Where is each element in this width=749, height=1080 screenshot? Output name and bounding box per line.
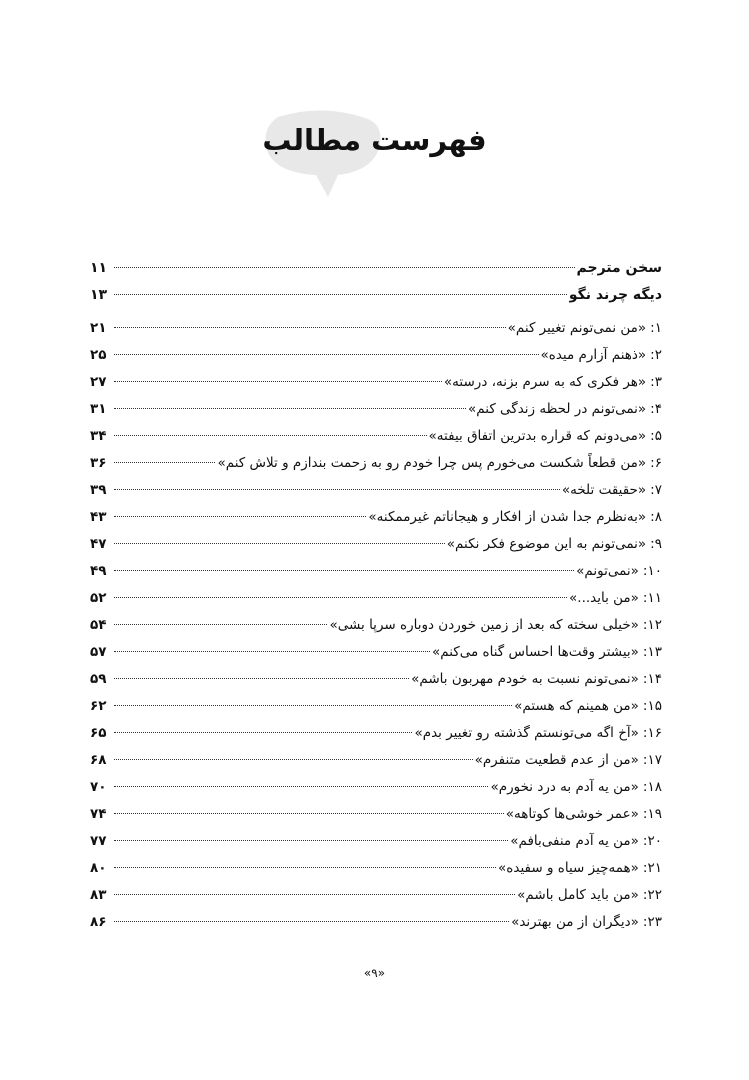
dot-leader bbox=[114, 354, 539, 355]
dot-leader bbox=[114, 786, 488, 787]
dot-leader bbox=[114, 462, 215, 463]
toc-entry-page: ۱۱ bbox=[90, 260, 108, 276]
toc-entry-label: «دیگران از من بهترند» bbox=[511, 914, 639, 930]
toc-entry-page: ۸۶ bbox=[90, 914, 107, 930]
toc-chapter-item[interactable] bbox=[90, 855, 662, 882]
toc-entry-page: ۷۴ bbox=[90, 806, 107, 822]
toc-entry-label: «من باید کامل باشم» bbox=[517, 887, 639, 903]
toc-chapter-number: ۲۳: bbox=[642, 914, 662, 930]
toc-entry-label: «من نمی‌تونم تغییر کنم» bbox=[507, 320, 647, 336]
dot-leader bbox=[114, 267, 575, 268]
toc-chapter-number: ۱۳: bbox=[642, 644, 662, 660]
table-of-contents bbox=[90, 255, 662, 936]
toc-chapter-item[interactable] bbox=[90, 693, 662, 720]
toc-chapter-number: ۴: bbox=[650, 401, 662, 417]
toc-chapter-item[interactable] bbox=[90, 666, 662, 693]
toc-entry-page: ۲۱ bbox=[90, 320, 107, 336]
toc-front-item[interactable] bbox=[90, 255, 662, 282]
toc-chapter-item[interactable] bbox=[90, 315, 662, 342]
toc-entry-label: «من باید...» bbox=[569, 590, 639, 606]
toc-entry-label: سخن مترجم bbox=[576, 260, 662, 276]
toc-chapter-item[interactable] bbox=[90, 558, 662, 585]
toc-entry-label: «آخ اگه می‌تونستم گذشته رو تغییر بدم» bbox=[414, 725, 639, 741]
dot-leader bbox=[114, 678, 409, 679]
toc-entry-page: ۳۹ bbox=[90, 482, 107, 498]
toc-entry-label: «من همینم که هستم» bbox=[514, 698, 639, 714]
toc-entry-page: ۳۱ bbox=[90, 401, 107, 417]
toc-entry-label: «خیلی سخته که بعد از زمین خوردن دوباره سرپا بشی» bbox=[329, 617, 639, 633]
chapter-list bbox=[90, 315, 662, 936]
toc-chapter-number: ۱۱: bbox=[642, 590, 662, 606]
dot-leader bbox=[114, 651, 430, 652]
toc-entry-page: ۱۳ bbox=[90, 287, 108, 303]
toc-entry-page: ۵۲ bbox=[90, 590, 107, 606]
dot-leader bbox=[114, 381, 442, 382]
toc-entry-label: «حقیقت تلخه» bbox=[561, 482, 647, 498]
toc-chapter-item[interactable] bbox=[90, 774, 662, 801]
toc-chapter-number: ۱۵: bbox=[642, 698, 662, 714]
toc-entry-page: ۷۰ bbox=[90, 779, 107, 795]
dot-leader bbox=[114, 570, 574, 571]
toc-chapter-item[interactable] bbox=[90, 531, 662, 558]
toc-chapter-number: ۹: bbox=[650, 536, 662, 552]
dot-leader bbox=[114, 543, 445, 544]
toc-entry-page: ۲۵ bbox=[90, 347, 107, 363]
dot-leader bbox=[114, 705, 512, 706]
toc-chapter-item[interactable] bbox=[90, 612, 662, 639]
toc-chapter-item[interactable] bbox=[90, 909, 662, 936]
toc-entry-label: «نمی‌تونم به این موضوع فکر نکنم» bbox=[446, 536, 647, 552]
toc-entry-page: ۶۵ bbox=[90, 725, 107, 741]
toc-chapter-number: ۱۲: bbox=[642, 617, 662, 633]
toc-entry-label: «من یه آدم به درد نخورم» bbox=[490, 779, 639, 795]
toc-entry-label: «ذهنم آزارم میده» bbox=[540, 347, 647, 363]
toc-chapter-item[interactable] bbox=[90, 585, 662, 612]
toc-chapter-item[interactable] bbox=[90, 477, 662, 504]
dot-leader bbox=[114, 294, 567, 295]
toc-entry-label: «به‌نظرم جدا شدن از افکار و هیجاناتم غیرممکنه» bbox=[368, 509, 647, 525]
toc-entry-page: ۶۲ bbox=[90, 698, 107, 714]
toc-chapter-item[interactable] bbox=[90, 720, 662, 747]
dot-leader bbox=[114, 435, 427, 436]
dot-leader bbox=[114, 624, 327, 625]
toc-entry-label: «هر فکری که به سرم بزنه، درسته» bbox=[443, 374, 647, 390]
dot-leader bbox=[114, 867, 496, 868]
toc-entry-label: «می‌دونم که قراره بدترین اتفاق بیفته» bbox=[428, 428, 647, 444]
toc-entry-page: ۵۷ bbox=[90, 644, 107, 660]
toc-entry-page: ۶۸ bbox=[90, 752, 107, 768]
dot-leader bbox=[114, 516, 366, 517]
toc-entry-label: «نمی‌تونم در لحظه زندگی کنم» bbox=[468, 401, 647, 417]
toc-entry-label: دیگه چرند نگو bbox=[568, 287, 662, 303]
dot-leader bbox=[114, 489, 560, 490]
toc-chapter-item[interactable] bbox=[90, 828, 662, 855]
toc-chapter-number: ۶: bbox=[650, 455, 662, 471]
toc-chapter-item[interactable] bbox=[90, 450, 662, 477]
dot-leader bbox=[114, 921, 509, 922]
toc-chapter-number: ۳: bbox=[650, 374, 662, 390]
toc-entry-label: «من قطعاً شکست می‌خورم پس چرا خودم رو به زحمت بندازم و تلاش کنم» bbox=[217, 455, 647, 471]
toc-chapter-item[interactable] bbox=[90, 747, 662, 774]
toc-entry-label: «عمر خوشی‌ها کوتاهه» bbox=[505, 806, 639, 822]
toc-chapter-number: ۱: bbox=[650, 320, 662, 336]
toc-entry-page: ۴۷ bbox=[90, 536, 107, 552]
dot-leader bbox=[114, 327, 506, 328]
toc-chapter-number: ۵: bbox=[650, 428, 662, 444]
toc-chapter-item[interactable] bbox=[90, 396, 662, 423]
toc-chapter-number: ۷: bbox=[650, 482, 662, 498]
toc-chapter-item[interactable] bbox=[90, 504, 662, 531]
dot-leader bbox=[114, 732, 412, 733]
title-area bbox=[0, 105, 749, 205]
toc-entry-page: ۸۰ bbox=[90, 860, 107, 876]
toc-entry-page: ۳۶ bbox=[90, 455, 107, 471]
toc-entry-page: ۴۳ bbox=[90, 509, 107, 525]
toc-chapter-number: ۱۷: bbox=[642, 752, 662, 768]
toc-entry-page: ۳۴ bbox=[90, 428, 107, 444]
toc-chapter-number: ۱۸: bbox=[642, 779, 662, 795]
toc-chapter-number: ۱۴: bbox=[642, 671, 662, 687]
toc-entry-label: «من یه آدم منفی‌بافم» bbox=[510, 833, 639, 849]
toc-entry-page: ۴۹ bbox=[90, 563, 107, 579]
dot-leader bbox=[114, 759, 473, 760]
toc-chapter-item[interactable] bbox=[90, 801, 662, 828]
toc-chapter-number: ۱۰: bbox=[642, 563, 662, 579]
dot-leader bbox=[114, 597, 567, 598]
dot-leader bbox=[114, 408, 466, 409]
toc-entry-label: «من از عدم قطعیت متنفرم» bbox=[474, 752, 639, 768]
toc-chapter-item[interactable] bbox=[90, 639, 662, 666]
toc-entry-page: ۷۷ bbox=[90, 833, 107, 849]
toc-chapter-item[interactable] bbox=[90, 882, 662, 909]
toc-entry-label: «همه‌چیز سیاه و سفیده» bbox=[498, 860, 639, 876]
dot-leader bbox=[114, 840, 508, 841]
toc-chapter-item[interactable] bbox=[90, 369, 662, 396]
toc-chapter-item[interactable] bbox=[90, 423, 662, 450]
toc-entry-label: «نمی‌تونم» bbox=[576, 563, 639, 579]
dot-leader bbox=[114, 813, 504, 814]
page-number: «۹» bbox=[363, 966, 386, 980]
toc-chapter-number: ۲۱: bbox=[642, 860, 662, 876]
toc-chapter-number: ۲: bbox=[650, 347, 662, 363]
toc-chapter-number: ۲۲: bbox=[642, 887, 662, 903]
page-title: فهرست مطالب bbox=[262, 123, 487, 157]
toc-entry-page: ۲۷ bbox=[90, 374, 107, 390]
toc-entry-page: ۵۴ bbox=[90, 617, 107, 633]
toc-chapter-number: ۲۰: bbox=[642, 833, 662, 849]
toc-entry-page: ۵۹ bbox=[90, 671, 107, 687]
toc-chapter-number: ۱۹: bbox=[642, 806, 662, 822]
dot-leader bbox=[114, 894, 515, 895]
toc-chapter-item[interactable] bbox=[90, 342, 662, 369]
toc-entry-label: «نمی‌تونم نسبت به خودم مهربون باشم» bbox=[411, 671, 639, 687]
toc-chapter-number: ۸: bbox=[650, 509, 662, 525]
toc-chapter-number: ۱۶: bbox=[642, 725, 662, 741]
toc-front-item[interactable] bbox=[90, 282, 662, 309]
toc-entry-page: ۸۳ bbox=[90, 887, 107, 903]
toc-entry-label: «بیشتر وقت‌ها احساس گناه می‌کنم» bbox=[431, 644, 639, 660]
